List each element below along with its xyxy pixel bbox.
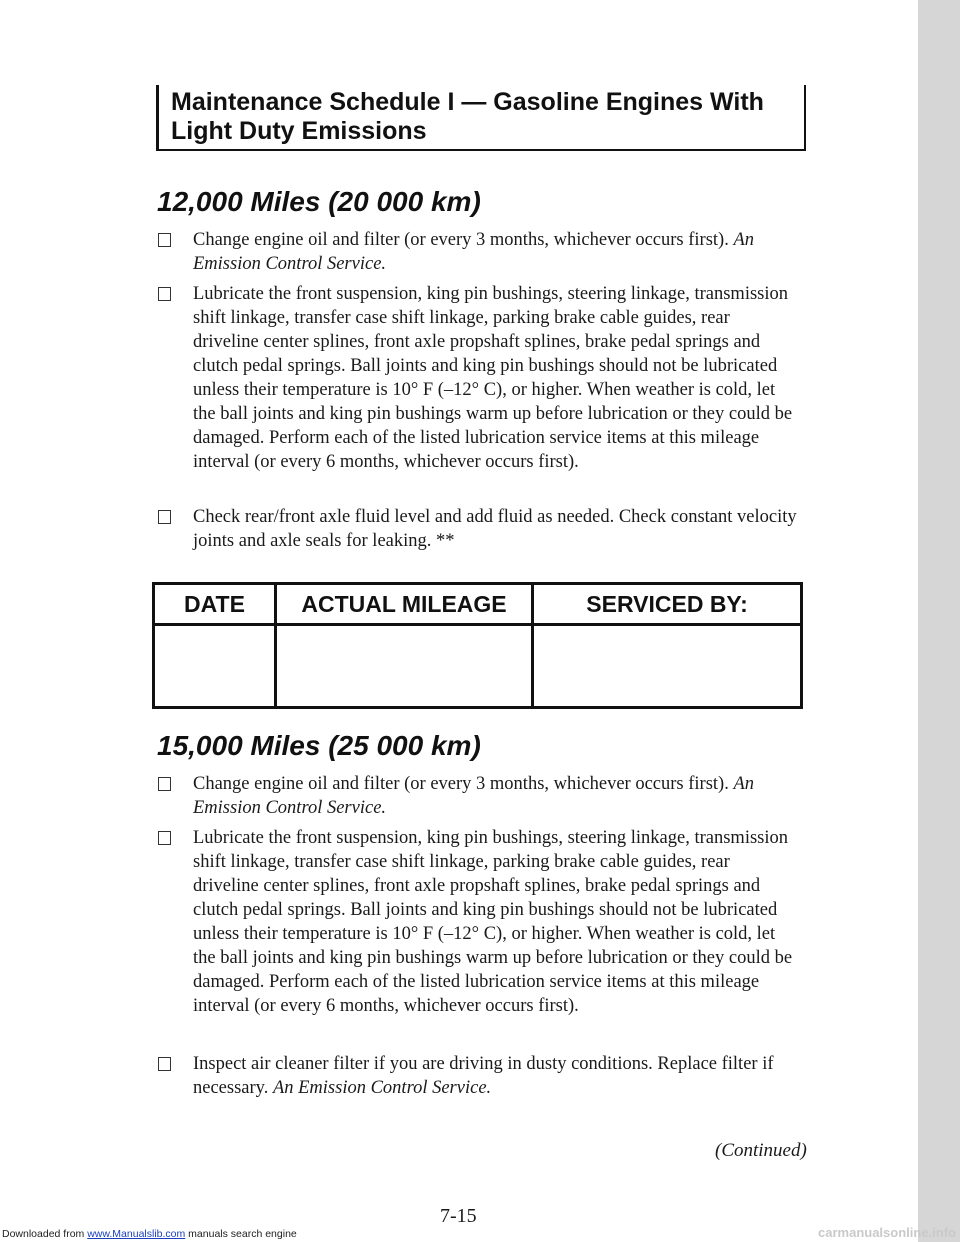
item-text: Lubricate the front suspension, king pin bushings, steering linkage, transmission shift linkage, transfer case shift linkage, parking brake cable guides, rear driveline center splines, front axle propshaft splines, brake pedal springs and clutch pedal springs. Ball joints and king pin bushings should not be lubricated unless their temperature is 10° F (–12° C), or higher. When weather is cold, let the ball joints and king pin bushings warm up before lubrication or they could be damaged. Perform each of the listed lubrication service items at this mileage interval (or every 6 months, whichever occurs first). — [193, 828, 793, 1016]
date-cell[interactable] — [155, 626, 277, 706]
page-margin-band — [918, 0, 960, 1242]
schedule-title: Maintenance Schedule I — Gasoline Engines With Light Duty Emissions — [171, 88, 764, 145]
column-actual-mileage: ACTUAL MILEAGE — [277, 585, 534, 623]
watermark: carmanualsonline.info — [818, 1225, 956, 1240]
checklist-item — [158, 772, 798, 820]
item-text: Inspect air cleaner filter if you are driving in dusty conditions. Replace filter if necessary. An Emission Control Service. — [193, 1054, 774, 1098]
service-log-table — [152, 582, 803, 709]
checklist-item — [158, 505, 798, 553]
item-text: Lubricate the front suspension, king pin bushings, steering linkage, transmission shift linkage, transfer case shift linkage, parking brake cable guides, rear driveline center splines, front axle propshaft splines, brake pedal springs and clutch pedal springs. Ball joints and king pin bushings should not be lubricated unless their temperature is 10° F (–12° C), or higher. When weather is cold, let the ball joints and king pin bushings warm up before lubrication or they could be damaged. Perform each of the listed lubrication service items at this mileage interval (or every 6 months, whichever occurs first). — [193, 284, 793, 472]
download-banner: Downloaded from www.Manualslib.com manuals search engine — [2, 1228, 297, 1240]
column-date: DATE — [155, 585, 277, 623]
page-number: 7-15 — [440, 1205, 477, 1227]
column-serviced-by: SERVICED BY: — [586, 590, 748, 617]
item-text: Change engine oil and filter (or every 3 months, whichever occurs first). An Emission Control Service. — [193, 230, 755, 274]
checkbox-icon[interactable] — [158, 510, 171, 524]
section-heading-15000: 15,000 Miles (25 000 km) — [157, 730, 481, 761]
checklist-item — [158, 826, 798, 1018]
checkbox-icon[interactable] — [158, 233, 171, 247]
service-log-header — [155, 585, 800, 626]
schedule-header — [156, 85, 806, 151]
continued-label: (Continued) — [715, 1140, 807, 1161]
checkbox-icon[interactable] — [158, 287, 171, 301]
checkbox-icon[interactable] — [158, 1057, 171, 1071]
checkbox-icon[interactable] — [158, 831, 171, 845]
manualslib-link[interactable]: www.Manualslib.com — [87, 1228, 186, 1240]
serviced-by-cell[interactable] — [534, 626, 800, 706]
item-text: Change engine oil and filter (or every 3 months, whichever occurs first). An Emission Control Service. — [193, 774, 755, 818]
checklist-item — [158, 1052, 798, 1100]
checklist-item — [158, 228, 798, 276]
section-heading-12000: 12,000 Miles (20 000 km) — [157, 186, 481, 217]
checklist-item — [158, 282, 798, 474]
service-log-entry-row — [155, 626, 800, 706]
checkbox-icon[interactable] — [158, 777, 171, 791]
mileage-cell[interactable] — [277, 626, 534, 706]
item-text: Check rear/front axle fluid level and add fluid as needed. Check constant velocity joints and axle seals for leaking. ** — [193, 507, 797, 551]
